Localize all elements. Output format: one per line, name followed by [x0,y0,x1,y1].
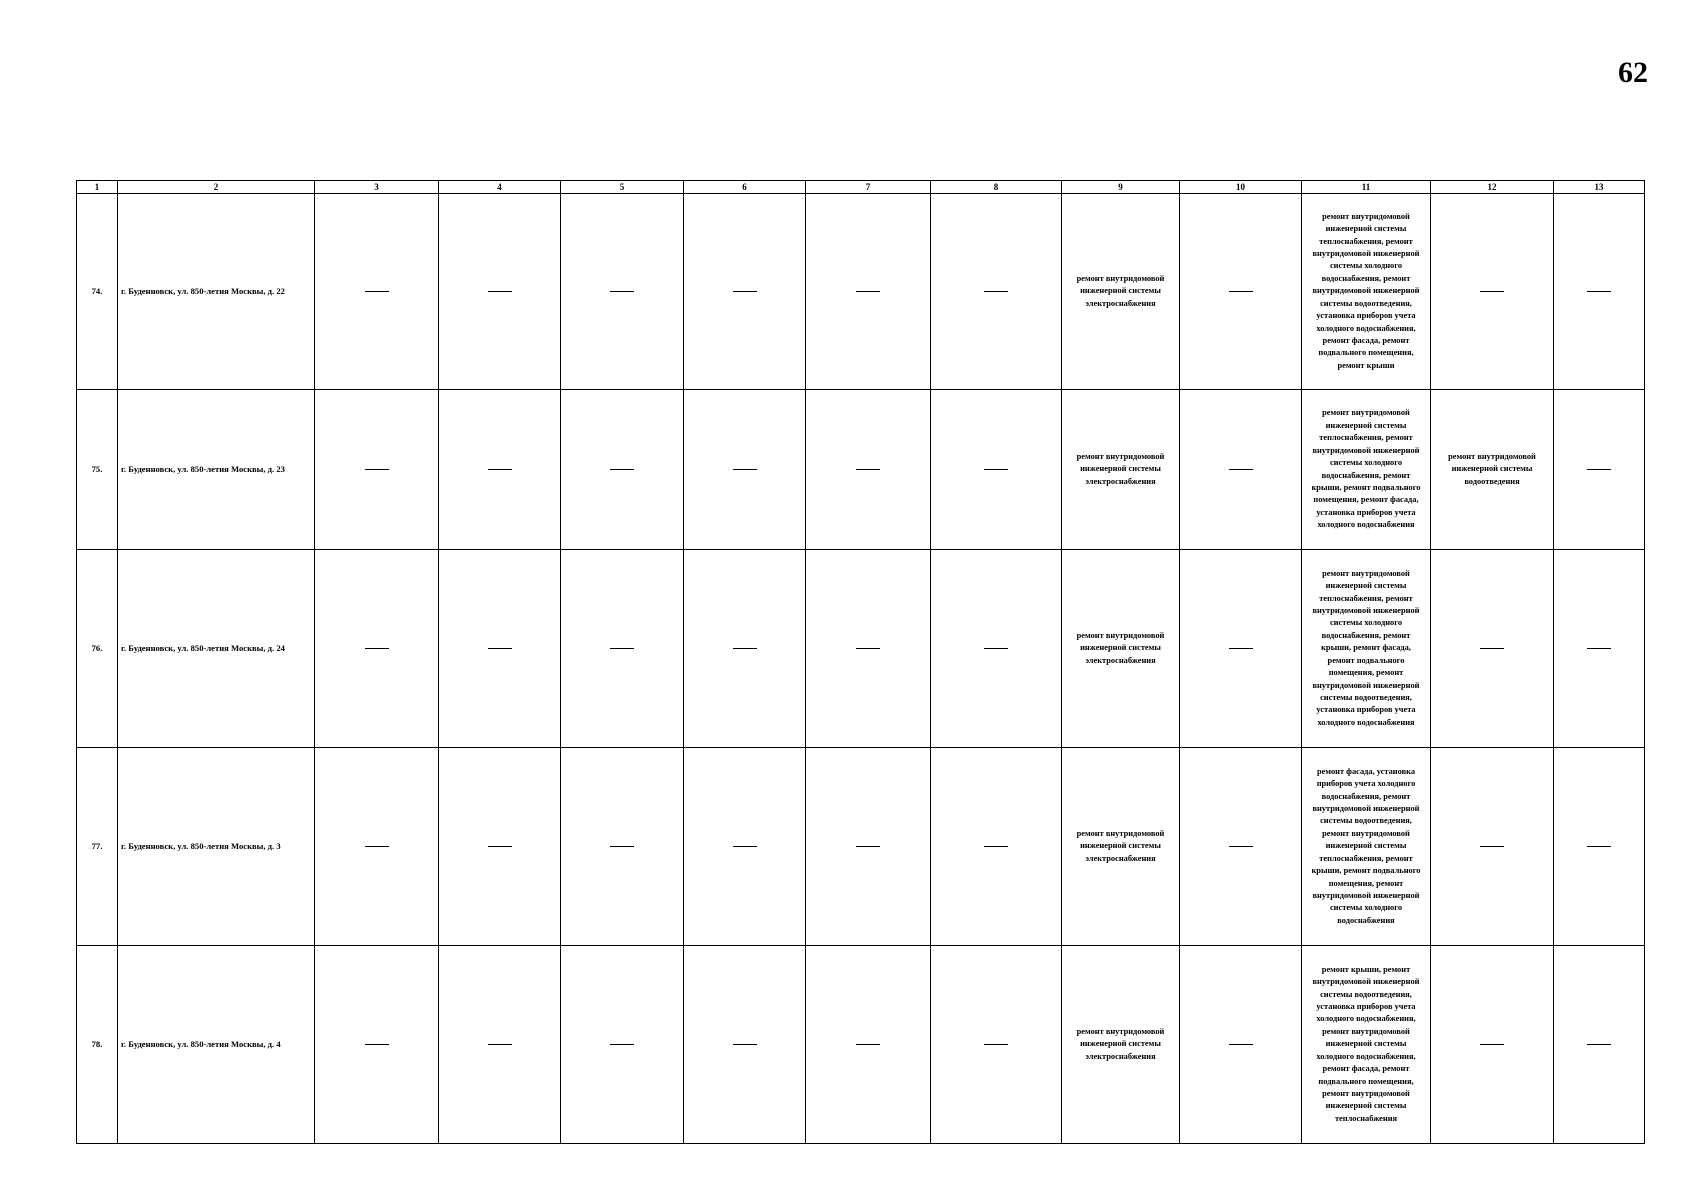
dash-mark [856,648,880,649]
empty-cell [931,946,1062,1144]
column-header: 1 [77,181,118,194]
dash-mark [733,846,757,847]
dash-mark [1587,1044,1611,1045]
empty-cell [561,748,684,946]
row-number: 78. [77,946,118,1144]
dash-mark [1480,1044,1504,1045]
table-row [77,748,1645,946]
work-cell: ремонт внутридомовой инженерной системы электроснабжения [1062,748,1180,946]
empty-cell [439,946,561,1144]
empty-cell [561,946,684,1144]
table-row [77,390,1645,550]
dash-mark [984,469,1008,470]
column-header: 7 [806,181,931,194]
empty-cell [315,748,439,946]
empty-cell [439,748,561,946]
empty-cell [1180,946,1302,1144]
column-header: 13 [1554,181,1645,194]
empty-cell [1431,748,1554,946]
address-cell: г. Буденновск, ул. 850-летия Москвы, д. 22 [118,194,315,390]
work-cell: ремонт внутридомовой инженерной системы теплоснабжения, ремонт внутридомовой инженерной системы холодного водоснабжения, ремонт крыши, ремонт подвального помещения, ремонт фасада, установка приборов учета холодного водоснабжения [1302,390,1431,550]
empty-cell [561,550,684,748]
dash-mark [610,1044,634,1045]
dash-mark [365,291,389,292]
empty-cell [806,390,931,550]
dash-mark [856,1044,880,1045]
empty-cell [1180,748,1302,946]
address-cell: г. Буденновск, ул. 850-летия Москвы, д. 4 [118,946,315,1144]
empty-cell [684,194,806,390]
dash-mark [984,291,1008,292]
empty-cell [684,946,806,1144]
dash-mark [733,291,757,292]
work-cell: ремонт внутридомовой инженерной системы электроснабжения [1062,194,1180,390]
dash-mark [488,1044,512,1045]
empty-cell [931,748,1062,946]
empty-cell [1554,194,1645,390]
column-header: 10 [1180,181,1302,194]
work-cell: ремонт фасада, установка приборов учета холодного водоснабжения, ремонт внутридомовой инженерной системы водоотведения, ремонт внутридомовой инженерной системы теплоснабжения, ремонт крыши, ремонт подвального помещения, ремонт внутридомовой инженерной системы холодного водоснабжения [1302,748,1431,946]
dash-mark [1480,291,1504,292]
address-cell: г. Буденновск, ул. 850-летия Москвы, д. 24 [118,550,315,748]
empty-cell [1554,550,1645,748]
empty-cell [931,390,1062,550]
empty-cell [439,194,561,390]
work-cell: ремонт крыши, ремонт внутридомовой инженерной системы водоотведения, установка приборов учета холодного водоснабжения, ремонт внутридомовой инженерной системы холодного водоснабжения, ремонт фасада, ремонт подвального помещения, ремонт внутридомовой инженерной системы теплоснабжения [1302,946,1431,1144]
table-row [77,550,1645,748]
work-cell: ремонт внутридомовой инженерной системы электроснабжения [1062,390,1180,550]
table-row [77,946,1645,1144]
column-header: 4 [439,181,561,194]
column-header: 8 [931,181,1062,194]
dash-mark [1229,469,1253,470]
empty-cell [1431,194,1554,390]
address-cell: г. Буденновск, ул. 850-летия Москвы, д. 23 [118,390,315,550]
empty-cell [684,390,806,550]
dash-mark [856,291,880,292]
dash-mark [1480,846,1504,847]
empty-cell [806,194,931,390]
empty-cell [1431,946,1554,1144]
table-row [77,194,1645,390]
dash-mark [1229,291,1253,292]
column-number-row [77,181,1645,194]
dash-mark [856,469,880,470]
column-header: 6 [684,181,806,194]
repair-table [76,180,1645,1144]
empty-cell [1554,748,1645,946]
dash-mark [1229,648,1253,649]
empty-cell [931,550,1062,748]
dash-mark [365,648,389,649]
empty-cell [315,550,439,748]
empty-cell [561,390,684,550]
dash-mark [1587,291,1611,292]
empty-cell [315,390,439,550]
row-number: 77. [77,748,118,946]
empty-cell [1180,550,1302,748]
dash-mark [610,846,634,847]
dash-mark [365,846,389,847]
empty-cell [315,946,439,1144]
empty-cell [439,550,561,748]
column-header: 12 [1431,181,1554,194]
empty-cell [1180,194,1302,390]
empty-cell [1431,550,1554,748]
row-number: 76. [77,550,118,748]
empty-cell [1180,390,1302,550]
work-cell: ремонт внутридомовой инженерной системы электроснабжения [1062,946,1180,1144]
empty-cell [806,748,931,946]
work-cell: ремонт внутридомовой инженерной системы электроснабжения [1062,550,1180,748]
dash-mark [488,469,512,470]
dash-mark [984,1044,1008,1045]
row-number: 75. [77,390,118,550]
dash-mark [1587,648,1611,649]
dash-mark [1229,846,1253,847]
empty-cell [315,194,439,390]
dash-mark [365,1044,389,1045]
column-header: 3 [315,181,439,194]
work-cell: ремонт внутридомовой инженерной системы водоотведения [1431,390,1554,550]
column-header: 11 [1302,181,1431,194]
dash-mark [733,648,757,649]
dash-mark [365,469,389,470]
page-number: 62 [1618,56,1648,89]
dash-mark [733,469,757,470]
dash-mark [1480,648,1504,649]
empty-cell [806,946,931,1144]
dash-mark [1587,846,1611,847]
dash-mark [1229,1044,1253,1045]
row-number: 74. [77,194,118,390]
dash-mark [984,846,1008,847]
empty-cell [931,194,1062,390]
column-header: 9 [1062,181,1180,194]
column-header: 2 [118,181,315,194]
dash-mark [610,291,634,292]
dash-mark [1587,469,1611,470]
dash-mark [733,1044,757,1045]
dash-mark [488,291,512,292]
empty-cell [806,550,931,748]
work-cell: ремонт внутридомовой инженерной системы теплоснабжения, ремонт внутридомовой инженерной системы холодного водоснабжения, ремонт внутридомовой инженерной системы водоотведения, установка приборов учета холодного водоснабжения, ремонт фасада, ремонт подвального помещения, ремонт крыши [1302,194,1431,390]
empty-cell [684,748,806,946]
address-cell: г. Буденновск, ул. 850-летия Москвы, д. 3 [118,748,315,946]
empty-cell [439,390,561,550]
dash-mark [856,846,880,847]
empty-cell [1554,390,1645,550]
empty-cell [684,550,806,748]
empty-cell [1554,946,1645,1144]
dash-mark [488,846,512,847]
column-header: 5 [561,181,684,194]
dash-mark [984,648,1008,649]
dash-mark [610,469,634,470]
empty-cell [561,194,684,390]
work-cell: ремонт внутридомовой инженерной системы теплоснабжения, ремонт внутридомовой инженерной системы холодного водоснабжения, ремонт крыши, ремонт фасада, ремонт подвального помещения, ремонт внутридомовой инженерной системы водоотведения, установка приборов учета холодного водоснабжения [1302,550,1431,748]
dash-mark [488,648,512,649]
dash-mark [610,648,634,649]
